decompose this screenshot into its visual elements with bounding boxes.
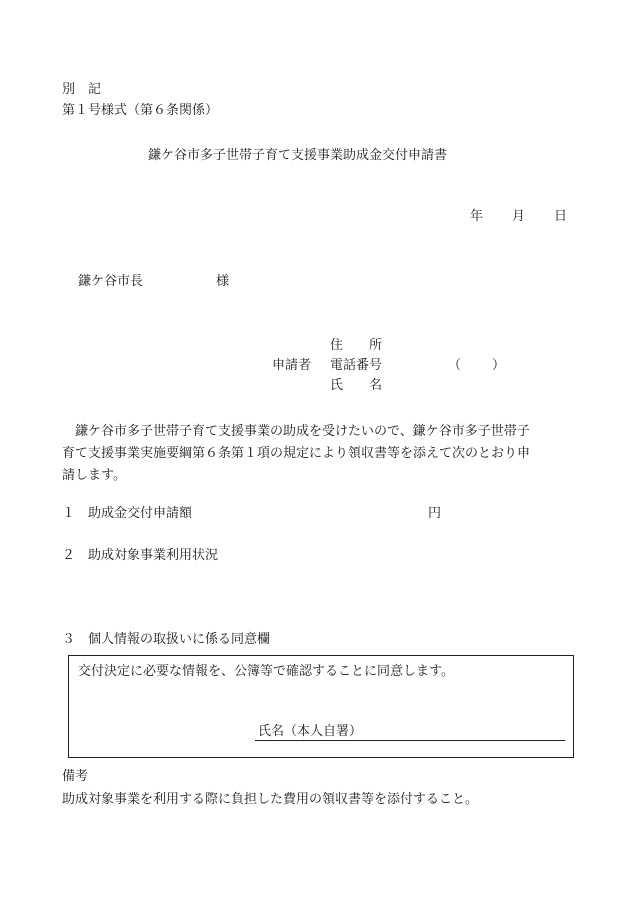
body-line-2: 育て支援事業実施要綱第６条第１項の規定により領収書等を添えて次のとおり申 [62,446,531,461]
item2-label: ２ 助成対象事業利用状況 [62,548,219,563]
name-label: 氏 名 [330,378,383,393]
signature-line[interactable] [255,740,565,741]
addressee-name: 鎌ケ谷市長 [78,274,144,289]
date-day-label: 日 [554,209,568,224]
date-year-label: 年 [470,209,484,224]
remarks-text: 助成対象事業を利用する際に負担した費用の領収書等を添付すること。 [62,792,479,807]
consent-text: 交付決定に必要な情報を、公簿等で確認することに同意します。 [78,664,454,679]
page-title: 鎌ケ谷市多子世帯子育て支援事業助成金交付申請書 [148,148,448,163]
phone-label: 電話番号 [330,358,383,373]
address-label: 住 所 [330,338,383,353]
item3-label: ３ 個人情報の取扱いに係る同意欄 [62,632,271,647]
phone-paren-open: （ [448,358,462,373]
form-number: 第１号様式（第６条関係） [62,103,219,118]
remarks-heading: 備考 [62,769,89,784]
signature-label: 氏名（本人自署） [258,724,363,739]
item1-label: １ 助成金交付申請額 [62,506,193,521]
phone-paren-close: ） [492,358,506,373]
annex-label: 別 記 [62,82,102,97]
body-paragraph [62,421,582,487]
item1-unit: 円 [428,506,442,521]
body-line-1: 鎌ケ谷市多子世帯子育て支援事業の助成を受けたいので、鎌ケ谷市多子世帯子 [62,424,530,439]
body-line-3: 請します。 [62,468,126,483]
addressee-honorific: 様 [216,274,230,289]
date-month-label: 月 [512,209,526,224]
applicant-label: 申請者 [272,358,312,373]
